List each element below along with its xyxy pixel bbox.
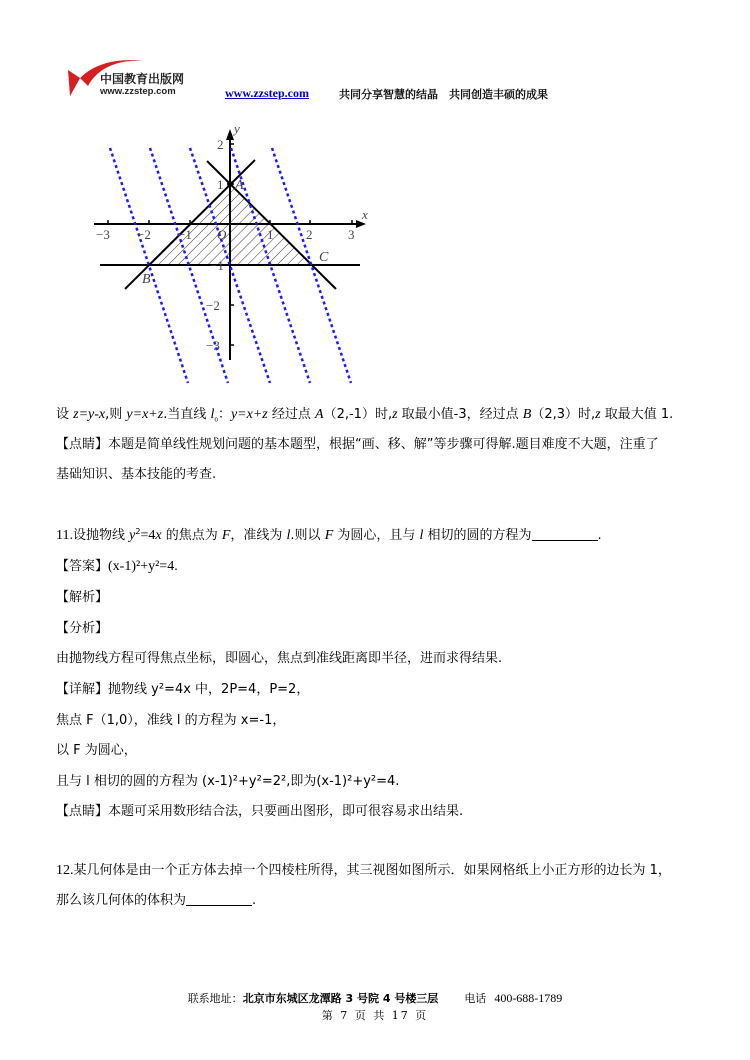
q10-comment: 【点睛】本题是简单线性规划问题的基本题型，根据“画、移、解”等步骤可得解.题目难度不大题，注重了 — [56, 437, 659, 452]
svg-text:−2: −2 — [206, 298, 220, 313]
svg-text:A: A — [235, 178, 244, 193]
svg-text:2: 2 — [306, 227, 313, 242]
svg-text:−2: −2 — [137, 227, 151, 242]
q11-fenxi-label: 【分析】 — [56, 621, 109, 636]
page-number: 第 7 页 共 17 页 — [321, 1009, 429, 1022]
q11-stem: 11.设抛物线 $y^2=4x$ 的焦点为 F，准线为 l.则以 F 为圆心，且与 l 相切的圆的方程为 . — [56, 527, 602, 543]
q11-detail-3: 以 F 为圆心， — [56, 743, 137, 758]
svg-text:3: 3 — [348, 227, 355, 242]
site-link[interactable]: www.zzstep.com — [225, 86, 309, 100]
q11-detail-1: 【详解】抛物线 y²=4x 中，2P=4，P=2， — [56, 682, 310, 697]
comment-label: 【点睛】 — [56, 437, 109, 452]
q11-detail-4: 且与 l 相切的圆的方程为 (x-1)²+y²=2²,即为(x-1)²+y²=4. — [56, 774, 400, 789]
svg-text:B: B — [142, 272, 151, 287]
svg-text:−1: −1 — [178, 227, 192, 242]
svg-text:1: 1 — [267, 227, 274, 242]
header-slogan: 共同分享智慧的结晶 共同创造丰硕的成果 — [339, 88, 548, 101]
svg-text:C: C — [319, 250, 329, 265]
q12-stem-cont: 那么该几何体的体积为 . — [56, 893, 257, 908]
svg-text:−3: −3 — [206, 338, 220, 353]
q11-detail-2: 焦点 F（1,0），准线 l 的方程为 x=-1， — [56, 713, 286, 728]
svg-text:2: 2 — [217, 137, 224, 152]
svg-text:−1: −1 — [210, 258, 224, 273]
footer-address: 联系地址：北京市东城区龙潭路 3 号院 4 号楼三层 电话 400-688-1789 — [187, 991, 563, 1005]
q11-analysis-label: 【解析】 — [56, 590, 109, 605]
logo-url: www.zzstep.com — [100, 86, 176, 97]
q10-solution-line: 设 z=y-x,则 y=x+z.当直线 $l_{_0}$：y=x+z 经过点 A（2,-1）时,z 取最小值-3，经过点 B（2,3）时,z 取最大值 1. — [56, 407, 674, 425]
svg-text:x: x — [362, 207, 368, 222]
svg-text:−3: −3 — [96, 227, 110, 242]
q12-stem: 12.某几何体是由一个正方体去掉一个四棱柱所得，其三视图如图所示．如果网格纸上小正方形的边长为 1， — [56, 863, 671, 878]
q10-comment-cont: 基础知识、基本技能的考查. — [56, 467, 217, 482]
q11-fenxi-text: 由抛物线方程可得焦点坐标，即圆心，焦点到准线距离即半径，进而求得结果. — [56, 651, 503, 666]
svg-text:y: y — [234, 121, 240, 136]
linear-programming-figure — [90, 115, 380, 395]
answer-blank — [186, 893, 252, 906]
svg-text:1: 1 — [217, 177, 224, 192]
answer-blank — [532, 528, 598, 541]
q11-answer: 【答案】(x-1)²+y²=4. — [56, 559, 178, 574]
logo-text: 中国教育出版网 — [100, 72, 185, 86]
svg-text:O: O — [217, 227, 227, 242]
q11-comment: 【点睛】本题可采用数形结合法，只要画出图形，即可很容易求出结果. — [56, 804, 464, 819]
page-header — [0, 0, 750, 110]
